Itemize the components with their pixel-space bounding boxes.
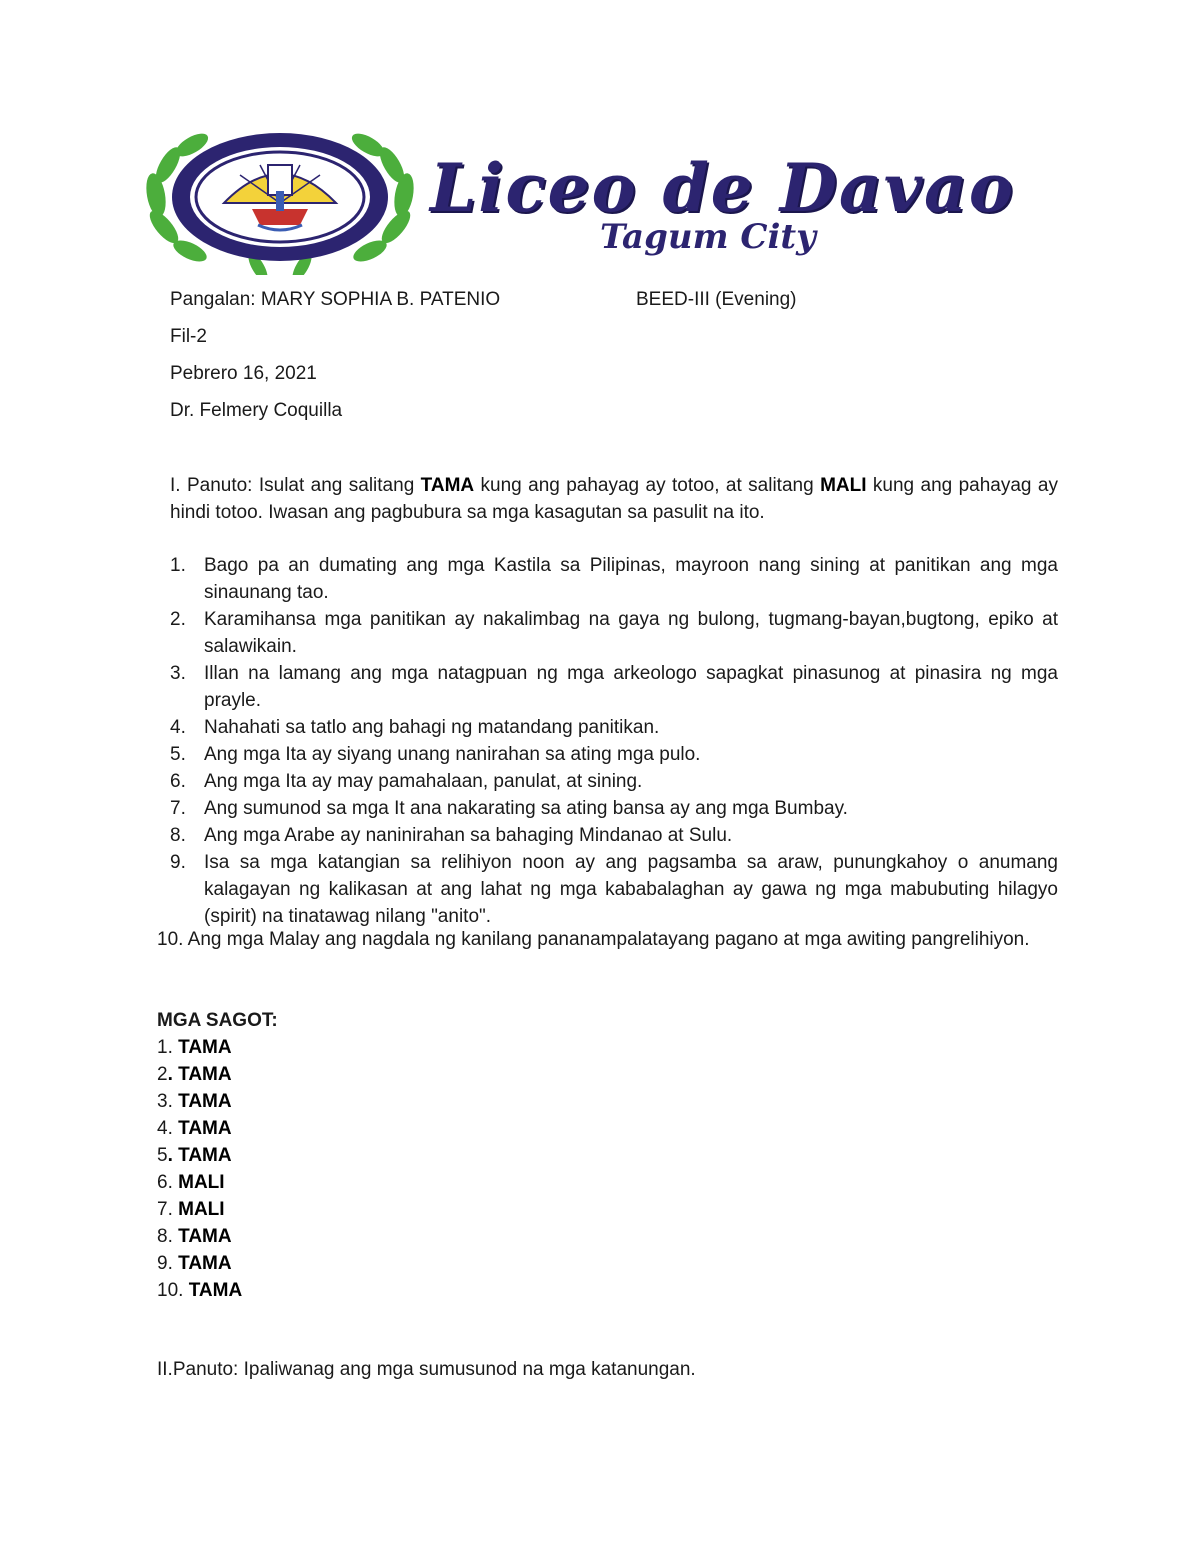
answer-value: TAMA [188,1280,243,1301]
item-number: 5. [170,744,186,765]
item-text: Bago pa an dumating ang mga Kastila sa Pilipinas, mayroon nang sining at panitikan ang mga sinaunang tao. [204,555,1058,603]
answer-value: TAMA [178,1118,232,1139]
answer-value: MALI [178,1172,225,1193]
answer-number: 4. [157,1118,179,1139]
school-name: Liceo de Davao [430,149,1015,227]
answer-value: TAMA [178,1091,232,1112]
answer-row [157,1250,457,1277]
answer-row [157,1061,457,1088]
answer-number: 3. [157,1091,179,1112]
answer-value: . TAMA [167,1145,232,1166]
list-item [170,660,1058,714]
answer-row [157,1115,457,1142]
answer-number: 10. [157,1280,189,1301]
answer-number: 1. [157,1037,179,1058]
instruction-text: kung ang pahayag ay hindi totoo. Iwasan ang pagbubura sa mga kasagutan sa pasulit na ito. [170,475,1058,523]
item-number: 3. [170,663,186,684]
school-city: Tagum City [600,217,816,257]
answer-number: 9. [157,1253,179,1274]
answer-number: 8. [157,1226,179,1247]
list-item [170,822,1058,849]
teacher-name: Dr. Felmery Coquilla [170,400,343,421]
part1-instruction [170,472,1058,526]
answer-value: MALI [178,1199,225,1220]
item-text: Karamihansa mga panitikan ay nakalimbag na gaya ng bulong, tugmang-bayan,bugtong, epiko at salawikain. [204,609,1058,657]
item-number: 7. [170,798,186,819]
item-number: 9. [170,852,186,873]
keyword-mali: MALI [820,475,867,496]
item-number: 1. [170,555,186,576]
item-text: Isa sa mga katangian sa relihiyon noon ay ang pagsamba sa araw, punungkahoy o anumang kalagayan ng kalikasan at ang lahat ng mga kababalaghan ay gawa ng mga mabubuting hilagyo (spirit) na tinatawag nilang "anito". [204,852,1058,927]
date-line: Pebrero 16, 2021 [170,363,317,384]
course-section: BEED-III (Evening) [636,289,797,310]
item-text: Ang mga Ita ay may pamahalaan, panulat, at sining. [204,771,643,792]
answer-value: . TAMA [167,1064,232,1085]
instruction-text: kung ang pahayag ay totoo, at salitang [474,475,821,496]
list-item [170,552,1058,606]
item-text: Ang sumunod sa mga It ana nakarating sa ating bansa ay ang mga Bumbay. [204,798,848,819]
list-item [170,741,1058,768]
student-name: Pangalan: MARY SOPHIA B. PATENIO [170,289,501,310]
item-number: 4. [170,717,186,738]
answers-heading: MGA SAGOT: [157,1010,278,1031]
answer-row [157,1088,457,1115]
answer-key [157,1007,457,1304]
statement-list [170,552,1058,930]
answer-value: TAMA [178,1226,232,1247]
answer-value: TAMA [178,1037,232,1058]
school-header [140,125,1070,275]
item-text: Nahahati sa tatlo ang bahagi ng matandang panitikan. [204,717,660,738]
list-item [170,795,1058,822]
statement-10: 10. Ang mga Malay ang nagdala ng kanilang pananampalatayang pagano at mga awiting pangrelihiyon. [157,929,1030,950]
answer-number: 2 [157,1064,168,1085]
item-text: Ang mga Ita ay siyang unang nanirahan sa ating mga pulo. [204,744,701,765]
school-seal-logo [140,125,420,275]
list-item [170,849,1058,930]
answer-row [157,1277,457,1304]
answer-number: 5 [157,1145,168,1166]
list-item [170,714,1058,741]
part2-instruction: II.Panuto: Ipaliwanag ang mga sumusunod na mga katanungan. [157,1359,696,1380]
answer-row [157,1223,457,1250]
answer-value: TAMA [178,1253,232,1274]
instruction-text: I. Panuto: Isulat ang salitang [170,475,421,496]
item-number: 2. [170,609,186,630]
answer-row [157,1196,457,1223]
item-text: Ang mga Arabe ay naninirahan sa bahaging Mindanao at Sulu. [204,825,733,846]
answer-row [157,1169,457,1196]
item-number: 6. [170,771,186,792]
list-item [170,768,1058,795]
answer-number: 7. [157,1199,179,1220]
item-number: 8. [170,825,186,846]
subject-code: Fil-2 [170,326,207,347]
list-item [170,606,1058,660]
answer-row [157,1142,457,1169]
item-text: Illan na lamang ang mga natagpuan ng mga arkeologo sapagkat pinasunog at pinasira ng mga prayle. [204,663,1058,711]
answer-row [157,1034,457,1061]
keyword-tama: TAMA [420,475,475,496]
answer-number: 6. [157,1172,179,1193]
